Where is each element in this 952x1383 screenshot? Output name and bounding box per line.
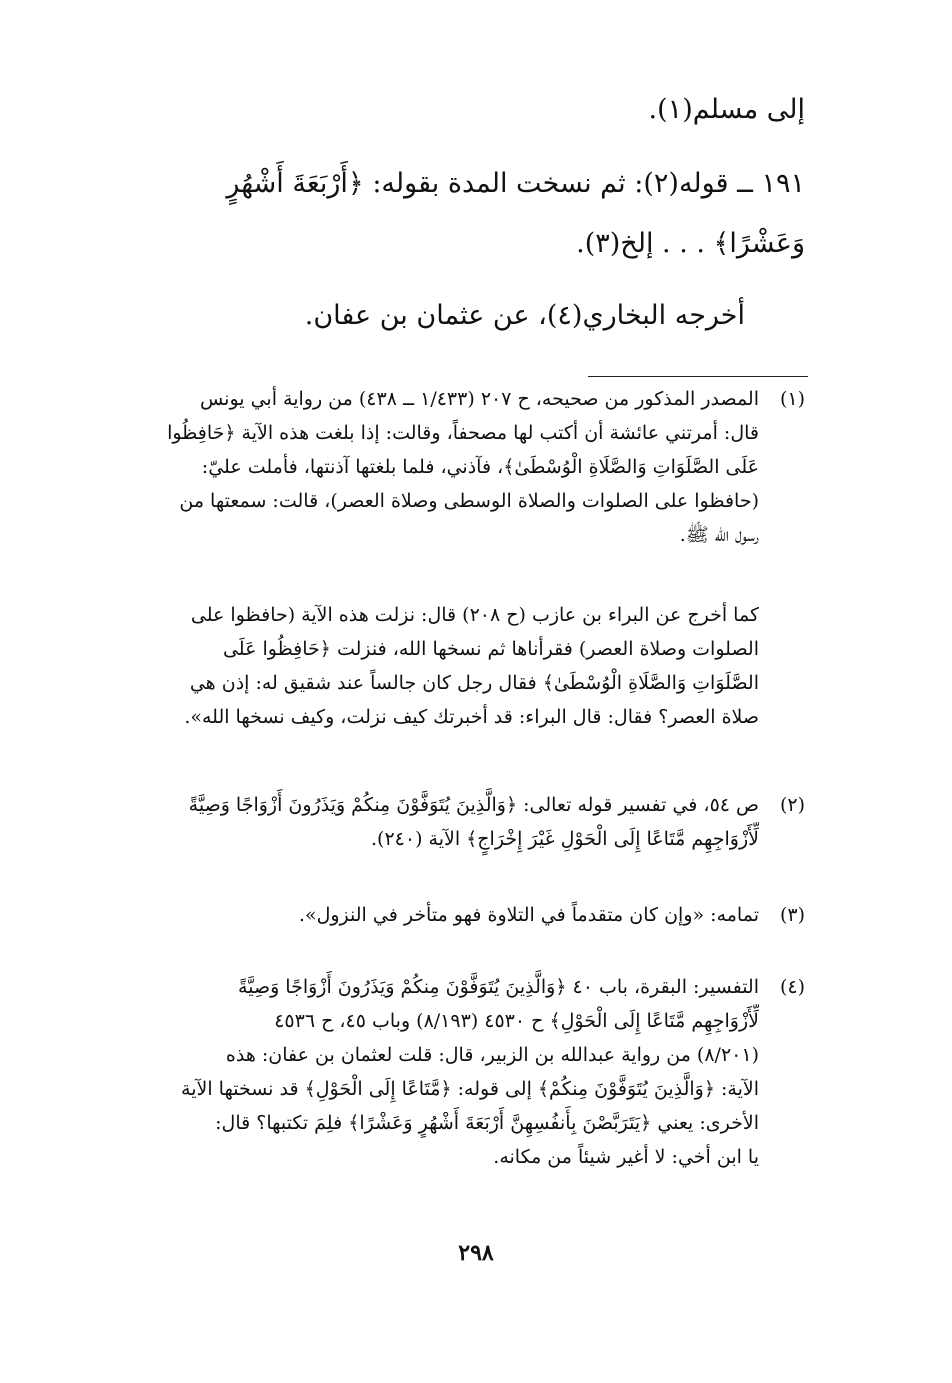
footnote-line: تمامه: «وإن كان متقدماً في التلاوة فهو متأخر في النزول». bbox=[298, 904, 759, 926]
footnote-line: لِّأَزْوَاجِهِم مَّتَاعًا إِلَى الْحَوْلِ غَيْرَ إِخْرَاجٍ﴾ الآية (٢٤٠). bbox=[371, 828, 759, 850]
footnote-line: صلاة العصر؟ فقال: قال البراء: قد أخبرتك كيف نزلت، وكيف نسخها الله». bbox=[184, 706, 759, 728]
footnote-line: ص ٥٤، في تفسير قوله تعالى: ﴿وَالَّذِينَ يُتَوَفَّوْنَ مِنكُمْ وَيَذَرُونَ أَزْوَاجًا وَصِيَّةً bbox=[188, 794, 759, 816]
footnote-line: كما أخرج عن البراء بن عازب (ح ٢٠٨) قال: نزلت هذه الآية (حافظوا على bbox=[190, 604, 759, 626]
footnote-line: عَلَى الصَّلَوَاتِ وَالصَّلَاةِ الْوُسْطَىٰ﴾، فآذني، فلما بلغتها آذنتها، فأملت عليّ: bbox=[201, 456, 759, 478]
footnote-number: (١) bbox=[779, 388, 805, 410]
footnote-line: يا ابن أخي: لا أغير شيئاً من مكانه. bbox=[493, 1146, 759, 1168]
main-text bbox=[105, 80, 805, 346]
footnote-line: (حافظوا على الصلوات والصلاة الوسطى وصلاة العصر)، قالت: سمعتها من bbox=[179, 490, 759, 512]
footnote-line: رسول الله ﷺ. bbox=[679, 524, 759, 546]
footnote-line: لِّأَزْوَاجِهِم مَّتَاعًا إِلَى الْحَوْلِ﴾ ح ٤٥٣٠ (٨/١٩٣) وباب ٤٥، ح ٤٥٣٦ bbox=[274, 1010, 759, 1032]
footnote-line: قال: أمرتني عائشة أن أكتب لها مصحفاً، وقالت: إذا بلغت هذه الآية ﴿حَافِظُوا bbox=[167, 422, 759, 444]
entry-191-line-1: ١٩١ ــ قوله(٢): ثم نسخت المدة بقوله: ﴿أَرْبَعَةَ أَشْهُرٍ bbox=[226, 168, 805, 199]
page-number: ٢٩٨ bbox=[458, 1240, 494, 1266]
footnote-line: المصدر المذكور من صحيحه، ح ٢٠٧ (١/٤٣٣ ــ ٤٣٨) من رواية أبي يونس bbox=[199, 388, 759, 410]
footnote-line: الصَّلَوَاتِ وَالصَّلَاةِ الْوُسْطَىٰ﴾ فقال رجل كان جالساً عند شقيق له: إذن هي bbox=[189, 672, 759, 694]
footnote-line: (٨/٢٠١) من رواية عبدالله بن الزبير، قال: قلت لعثمان بن عفان: هذه bbox=[225, 1044, 759, 1066]
footnote-number: (٤) bbox=[779, 976, 805, 998]
footnote-3 bbox=[105, 898, 805, 932]
main-line-1: إلى مسلم(١). bbox=[648, 94, 805, 125]
footnote-number: (٢) bbox=[779, 794, 805, 816]
footnote-line: الأخرى: يعني ﴿يَتَرَبَّصْنَ بِأَنفُسِهِنَّ أَرْبَعَةَ أَشْهُرٍ وَعَشْرًا﴾ فلِمَ تكتبها؟ قال: bbox=[215, 1112, 759, 1134]
entry-191-line-2: وَعَشْرًا﴾ . . . إلخ(٣). bbox=[576, 228, 805, 259]
footnote-1 bbox=[105, 382, 805, 552]
footnote-number: (٣) bbox=[779, 904, 805, 926]
footnote-4 bbox=[105, 970, 805, 1174]
footnote-2 bbox=[105, 788, 805, 856]
footnote-line: الآية: ﴿وَالَّذِينَ يُتَوَفَّوْنَ مِنكُمْ﴾ إلى قوله: ﴿مَّتَاعًا إِلَى الْحَوْلِ﴾ قد نسختها الآية bbox=[181, 1078, 759, 1100]
footnote-1-paragraph-2 bbox=[105, 598, 805, 734]
footnote-line: الصلوات وصلاة العصر) فقرأناها ثم نسخها الله، فنزلت ﴿حَافِظُوا عَلَى bbox=[222, 638, 759, 660]
main-line-4: أخرجه البخاري(٤)، عن عثمان بن عفان. bbox=[304, 300, 745, 331]
footnote-separator bbox=[588, 376, 808, 377]
footnote-line: التفسير: البقرة، باب ٤٠ ﴿وَالَّذِينَ يُتَوَفَّوْنَ مِنكُمْ وَيَذَرُونَ أَزْوَاجًا وَصِيَّةً bbox=[238, 976, 759, 998]
